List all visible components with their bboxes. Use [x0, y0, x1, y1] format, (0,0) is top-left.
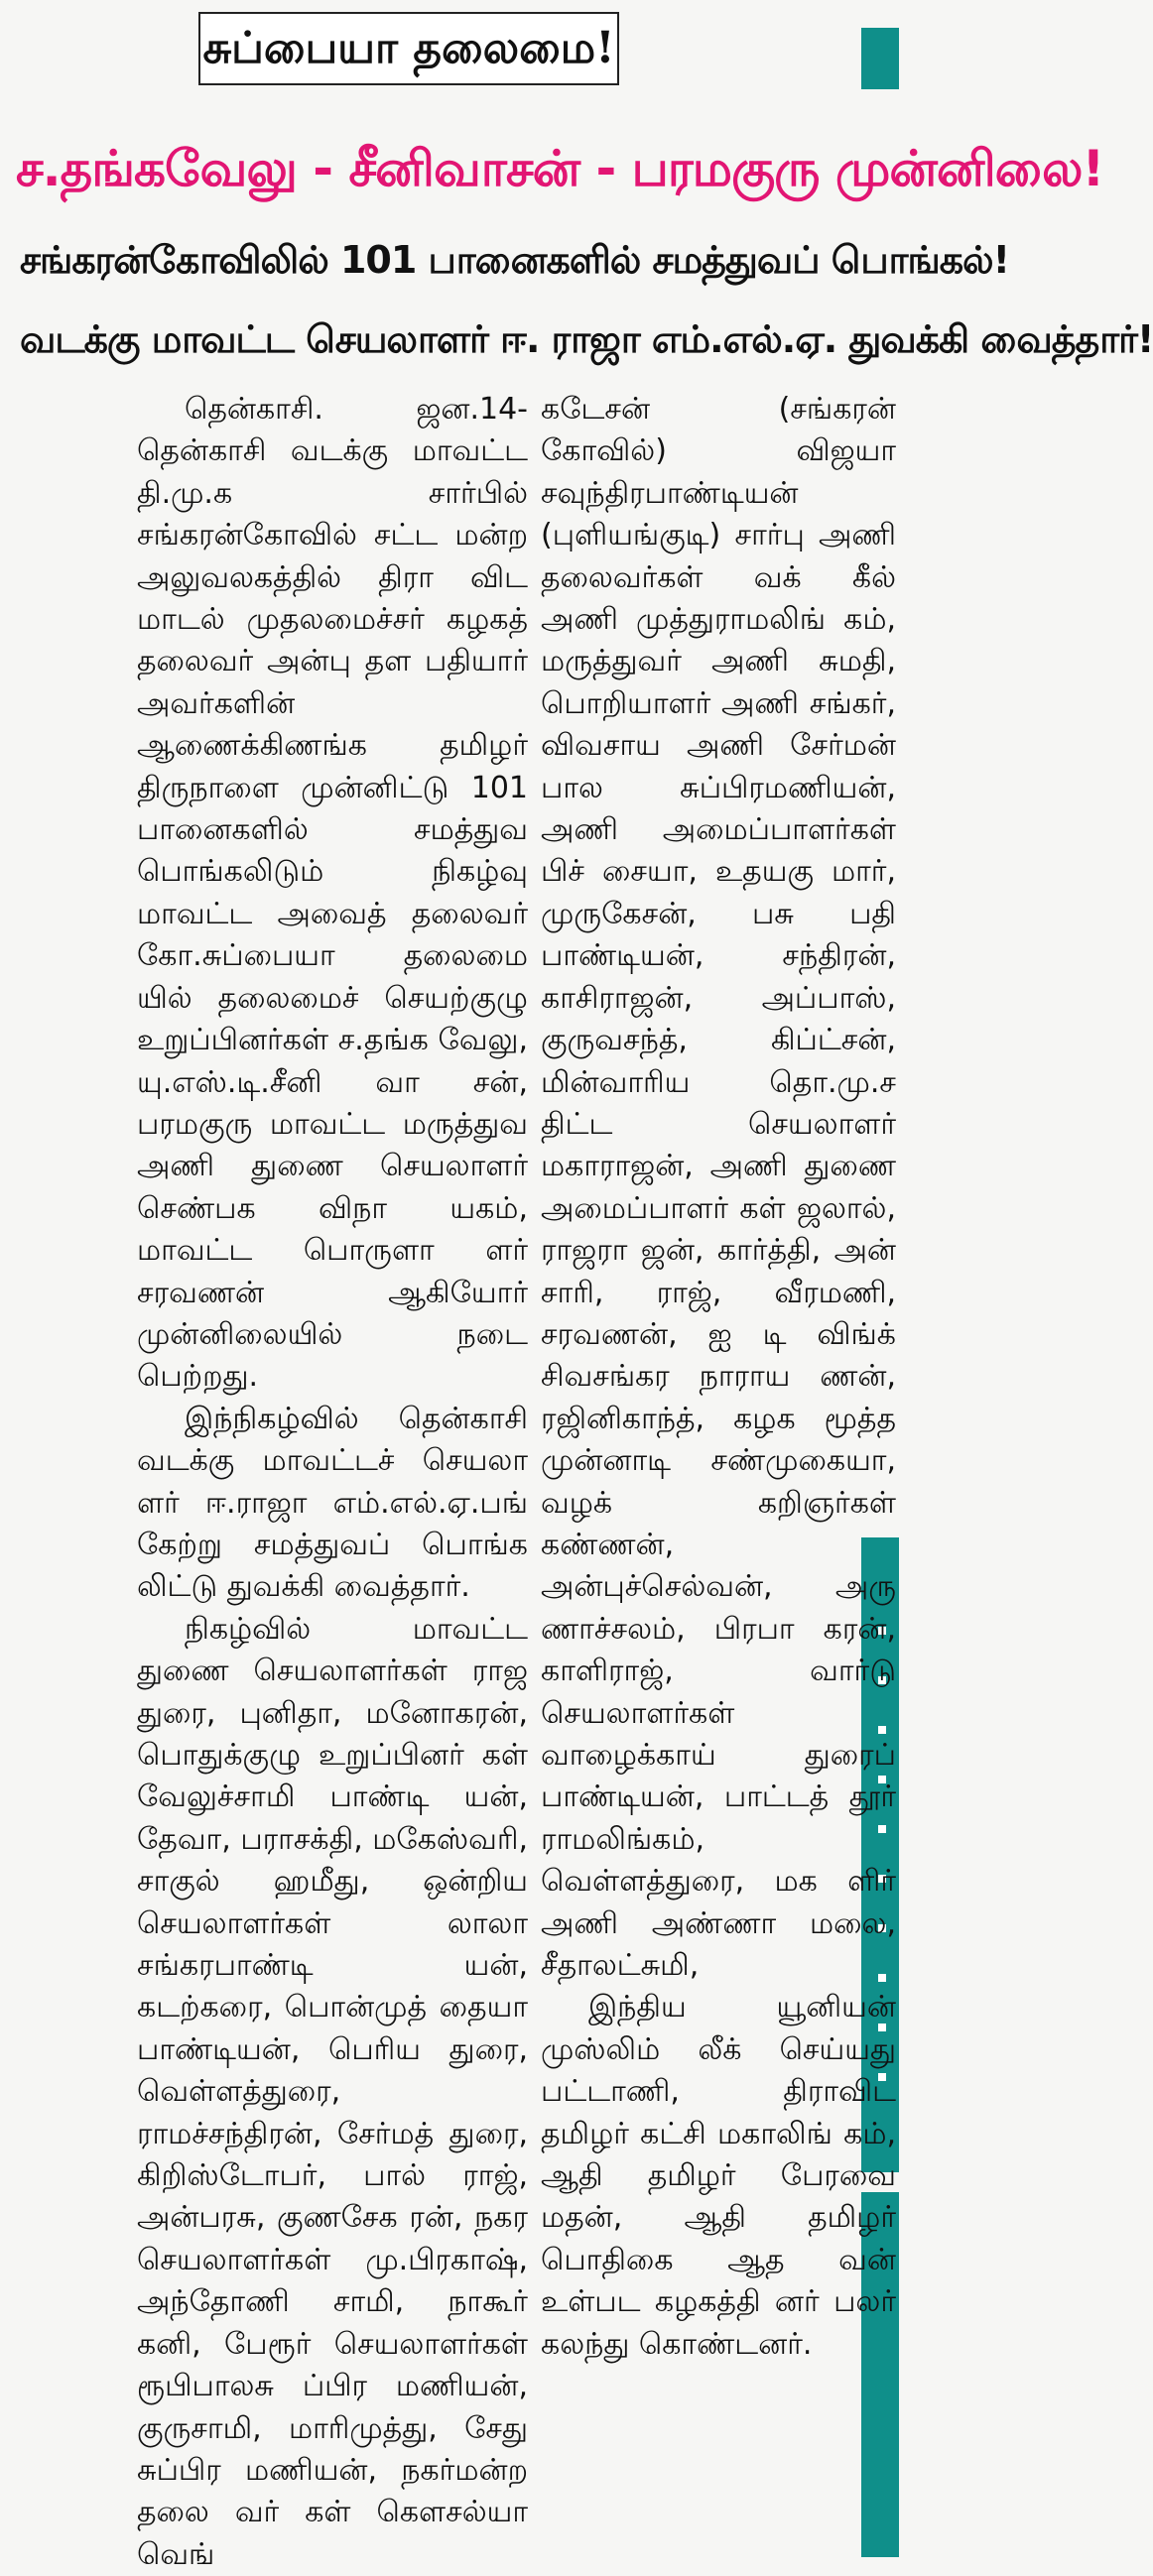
- left-paragraph-3: நிகழ்வில் மாவட்ட துணை செயலாளர்கள் ராஜ துரை, புனிதா, மனோகரன், பொதுக்குழு உறுப்பினர் கள் வேலுச்சாமி பாண்டி யன், தேவா, பராசக்தி, மகேஸ்வரி, சாகுல் ஹமீது, ஒன்றிய செயலாளர்கள் லாலா சங்கரபாண்டி யன், கடற்கரை, பொன்முத் தையா பாண்டியன், பெரிய துரை, வெள்ளத்துரை, ராமச்சந்திரன், சேர்மத் துரை, கிறிஸ்டோபர், பால் ராஜ், அன்பரசு, குணசேக ரன், நகர செயலாளர்கள் மு.பிரகாஷ், அந்தோணி சாமி, நாகூர் கனி, பேரூர் செயலாளர்கள் ரூபிபாலசு ப்பிர மணியன், குருசாமி, மாரிமுத்து, சேது சுப்பிர மணியன், நகர்மன்ற தலை வர் கள் கௌசல்யா வெங்: [137, 1611, 528, 2572]
- article-column-right: [541, 389, 896, 2366]
- subheadline-2: வடக்கு மாவட்ட செயலாளர் ஈ. ராஜா எம்.எல்.ஏ. துவக்கி வைத்தார்!: [20, 317, 1153, 361]
- subheadline-1: சங்கரன்கோவிலில் 101 பானைகளில் சமத்துவப் பொங்கல்!: [20, 238, 1009, 282]
- edge-strip-top: [861, 28, 899, 89]
- left-paragraph-1: தென்காசி. ஜன.14- தென்காசி வடக்கு மாவட்ட தி.மு.க சார்பில் சங்கரன்கோவில் சட்ட மன்ற அலுவலகத்தில் திரா விட மாடல் முதலமைச்சர் கழகத் தலைவர் அன்பு தள பதியார் அவர்களின் ஆணைக்கிணங்க தமிழர் திருநாளை முன்னிட்டு 101 பானைகளில் சமத்துவ பொங்கலிடும் நிகழ்வு மாவட்ட அவைத் தலைவர் கோ.சுப்பையா தலைமை யில் தலைமைச் செயற்குழு உறுப்பினர்கள் ச.தங்க வேலு, யு.எஸ்.டி.சீனி வா சன், பரமகுரு மாவட்ட மருத்துவ அணி துணை செயலாளர் செண்பக விநா யகம், மாவட்ட பொருளா ளர் சரவணன் ஆகியோர் முன்னிலையில் நடை பெற்றது.: [137, 392, 528, 1395]
- right-paragraph-2: இந்திய யூனியன் முஸ்லிம் லீக் செய்யது பட்டாணி, திராவிட தமிழர் கட்சி மகாலிங் கம், ஆதி தமிழர் பேரவை மதன், ஆதி தமிழர் பொதிகை ஆத வன் உள்பட கழகத்தி னர் பலர் கலந்து கொண்டனர்.: [541, 1990, 896, 2362]
- right-paragraph-1: கடேசன் (சங்கரன் கோவில்) விஜயா சவுந்திரபாண்டியன் (புளியங்குடி) சார்பு அணி தலைவர்கள் வக் கீல் அணி முத்துராமலிங் கம், மருத்துவர் அணி சுமதி, பொறியாளர் அணி சங்கர், விவசாய அணி சேர்மன் பால சுப்பிரமணியன், அணி அமைப்பாளர்கள் பிச் சையா, உதயகு மார், முருகேசன், பசு பதி பாண்டியன், சந்திரன், காசிராஜன், அப்பாஸ், குருவசந்த், கிப்ட்சன், மின்வாரிய தொ.மு.ச திட்ட செயலாளர் மகாராஜன், அணி துணை அமைப்பாளர் கள் ஜலால், ராஜரா ஜன், கார்த்தி, அன் சாரி, ராஜ், வீரமணி, சரவணன், ஐ டி விங்க் சிவசங்கர நாராய ணன், ரஜினிகாந்த், கழக மூத்த முன்னாடி சண்முகையா, வழக் கறிஞர்கள் கண்ணன், அன்புச்செல்வன், அரு ணாச்சலம், பிரபா கரன், காளிராஜ், வார்டு செயலாளர்கள் வாழைக்காய் துரைப் பாண்டியன், பாட்டத் தூர் ராமலிங்கம், வெள்ளத்துரை, மக ளிர் அணி அண்ணா மலை, சீதாலட்சுமி,: [541, 392, 896, 1984]
- article-column-left: [137, 389, 528, 2576]
- left-paragraph-2: இந்நிகழ்வில் தென்காசி வடக்கு மாவட்டச் செயலா ளர் ஈ.ராஜா எம்.எல்.ஏ.பங் கேற்று சமத்துவப் பொங்க லிட்டு துவக்கி வைத்தார்.: [137, 1401, 528, 1605]
- kicker-box: சுப்பையா தலைமை!: [198, 12, 619, 85]
- headline: ச.தங்கவேலு - சீனிவாசன் - பரமகுரு முன்னிலை!: [16, 140, 1104, 197]
